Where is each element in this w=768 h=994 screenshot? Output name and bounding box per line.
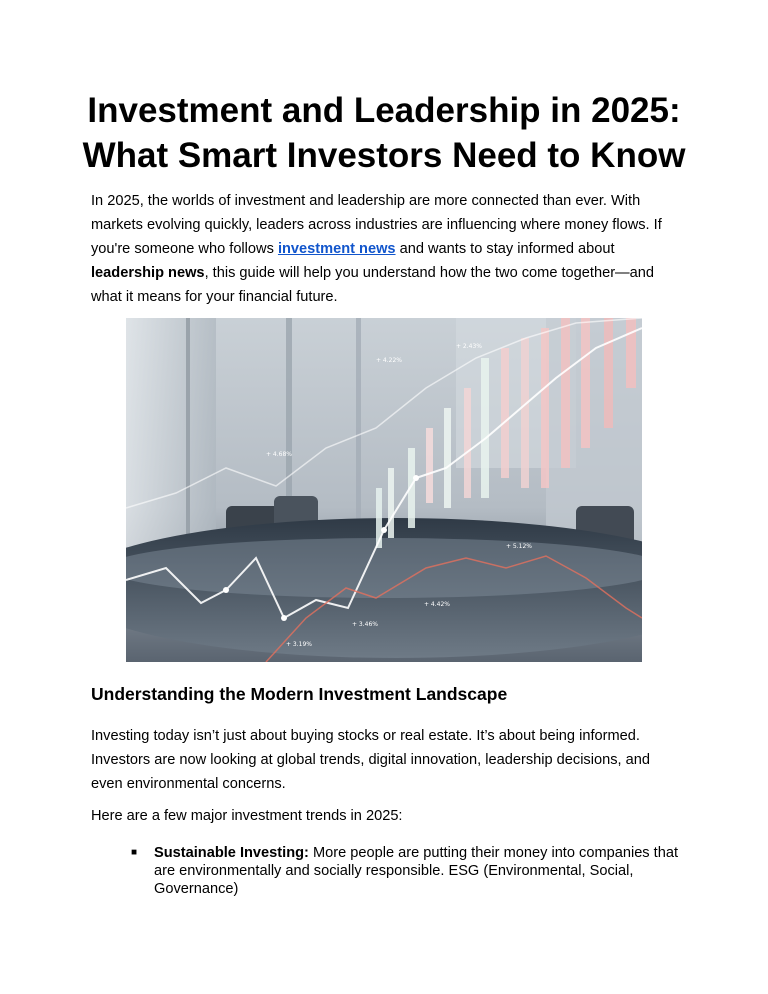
chart-label-4: + 5.12%: [506, 543, 532, 550]
hero-image: [126, 318, 642, 662]
investment-news-link[interactable]: investment news: [277, 241, 396, 257]
chart-label-7: + 3.19%: [286, 641, 312, 648]
intro-text-3: , this guide will help you understand how the two come together—and what it means for your financial future.: [91, 265, 654, 305]
boardroom-chart-illustration: [126, 318, 642, 662]
section-paragraph-1: Investing today isn’t just about buying stocks or real estate. It’s about being informed. Investors are now looking at global trends, digital innovation, leadership decisions, and even environmental concerns.: [91, 728, 650, 792]
intro-paragraph: [91, 189, 681, 309]
page-title: [60, 88, 708, 178]
list-item-body: More people are putting their money into companies that are environmentally and socially responsible. ESG (Environmental, Social, Governance): [154, 845, 679, 897]
bullet-square-icon: ■: [131, 847, 138, 858]
chart-label-1: + 2.43%: [456, 343, 482, 350]
chart-label-6: + 3.46%: [352, 621, 378, 628]
list-item-text: [154, 844, 689, 898]
leadership-news-bold: leadership news: [91, 265, 205, 281]
intro-text-2: and wants to stay informed about: [395, 241, 615, 257]
section-paragraph-2: Here are a few major investment trends in 2025:: [91, 808, 403, 824]
list-item-label: Sustainable Investing:: [154, 845, 309, 861]
title-line-2: What Smart Investors Need to Know: [82, 136, 686, 175]
chart-label-5: + 4.42%: [424, 601, 450, 608]
title-line-1: Investment and Leadership in 2025:: [87, 91, 681, 130]
intro-text-1: In 2025, the worlds of investment and leadership are more connected than ever. With markets evolving quickly, leaders across industries are influencing where money flows. If you're someone who follows: [91, 193, 662, 257]
section-heading: Understanding the Modern Investment Landscape: [91, 684, 508, 704]
chart-label-2: + 4.22%: [376, 357, 402, 364]
chart-label-3: + 4.68%: [266, 451, 292, 458]
